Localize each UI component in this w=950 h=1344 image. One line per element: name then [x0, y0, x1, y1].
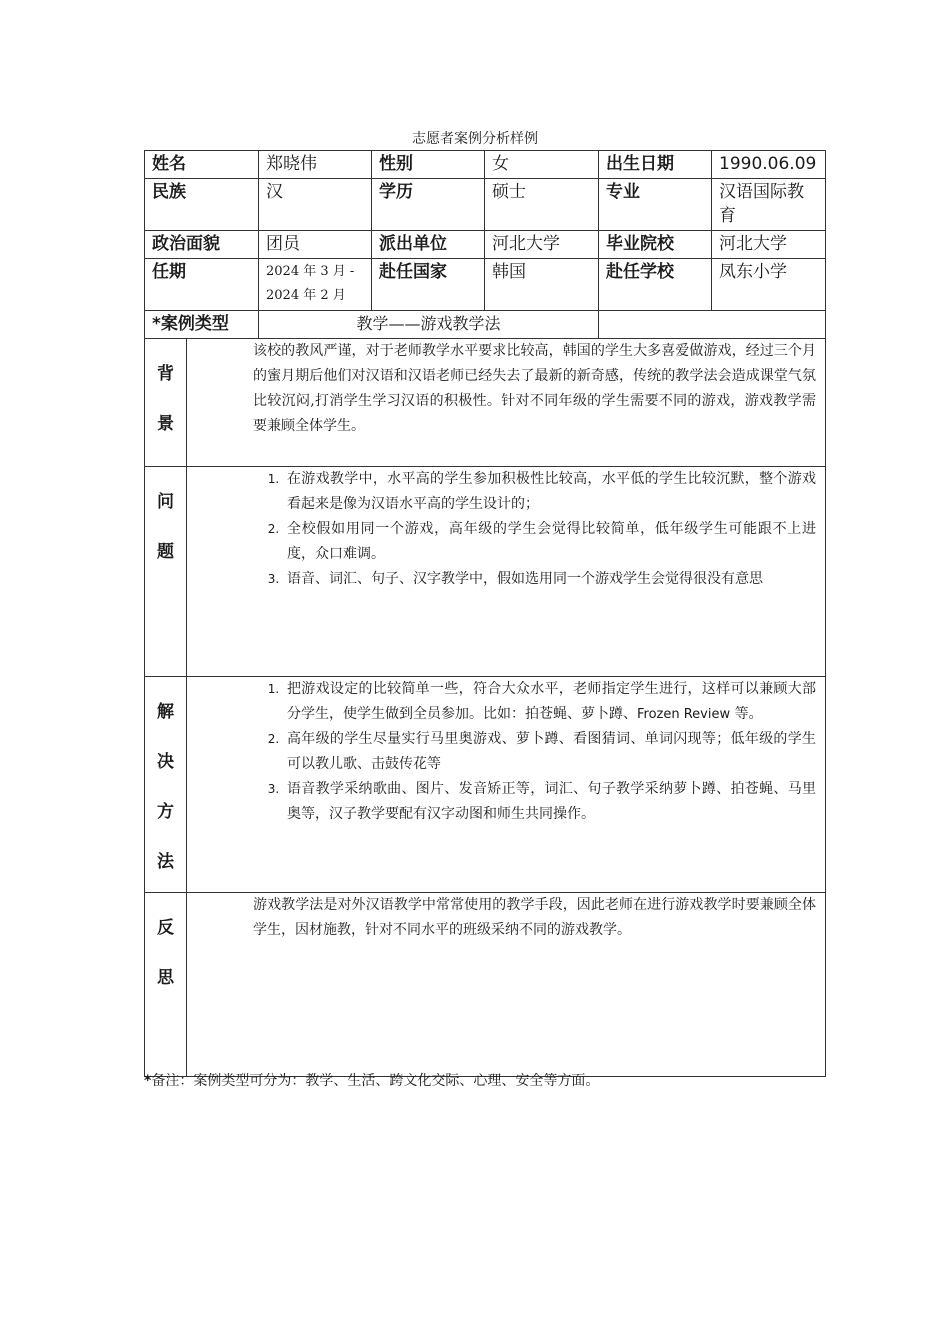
problem-heading: 问 题: [145, 467, 187, 677]
background-text: 该校的教风严谨，对于老师教学水平要求比较高，韩国的学生大多喜爱做游戏，经过三个月的蜜月期后他们对汉语和汉语老师已经失去了最新的新奇感，传统的教学法会造成课堂气氛比较沉闷,打消学生学习汉语的积极性。针对不同年级的学生需要不同的游戏，游戏教学需要兼顾全体学生。: [187, 339, 826, 467]
case-analysis-table: [144, 150, 826, 1077]
term-value: 2024 年 3 月 - 2024 年 2 月: [259, 259, 372, 311]
dispatch-value: 河北大学: [485, 231, 599, 259]
document-title: 志愿者案例分析样例: [412, 131, 538, 147]
political-label: 政治面貌: [145, 231, 259, 259]
name-value: 郑晓伟: [259, 151, 372, 179]
country-label: 赴任国家: [372, 259, 485, 311]
list-item: 1. 把游戏设定的比较简单一些，符合大众水平，老师指定学生进行，这样可以兼顾大部分学生，使学生做到全员参加。比如：拍苍蝇、萝卜蹲、Frozen Review 等。: [283, 677, 816, 727]
row-name: [145, 151, 826, 179]
school-value: 凤东小学: [712, 259, 826, 311]
major-value: 汉语国际教育: [712, 179, 826, 231]
footnote-star: *: [144, 1073, 152, 1089]
list-item: 2. 全校假如用同一个游戏，高年级的学生会觉得比较简单，低年级学生可能跟不上进度，众口难调。: [283, 517, 816, 567]
row-ethnic: [145, 179, 826, 231]
gender-label: 性别: [372, 151, 485, 179]
list-item: 3. 语音、词汇、句子、汉字教学中，假如选用同一个游戏学生会觉得很没有意思: [283, 567, 816, 592]
list-item: 1. 在游戏教学中，水平高的学生参加积极性比较高，水平低的学生比较沉默，整个游戏看起来是像为汉语水平高的学生设计的；: [283, 467, 816, 517]
footnote: [144, 1070, 599, 1090]
case-type-label: *案例类型: [145, 311, 259, 339]
ethnic-value: 汉: [259, 179, 372, 231]
gender-value: 女: [485, 151, 599, 179]
graduate-school-value: 河北大学: [712, 231, 826, 259]
education-value: 硕士: [485, 179, 599, 231]
term-label: 任期: [145, 259, 259, 311]
row-case-type: [145, 311, 826, 339]
row-solution: [145, 677, 826, 893]
major-label: 专业: [599, 179, 712, 231]
education-label: 学历: [372, 179, 485, 231]
row-political: [145, 231, 826, 259]
row-problem: [145, 467, 826, 677]
country-value: 韩国: [485, 259, 599, 311]
solution-heading: 解 决 方 法: [145, 677, 187, 893]
birth-label: 出生日期: [599, 151, 712, 179]
graduate-school-label: 毕业院校: [599, 231, 712, 259]
list-item: 2. 高年级的学生尽量实行马里奥游戏、萝卜蹲、看图猜词、单词闪现等；低年级的学生可以教儿歌、击鼓传花等: [283, 727, 816, 777]
birth-value: 1990.06.09: [712, 151, 826, 179]
name-label: 姓名: [145, 151, 259, 179]
school-label: 赴任学校: [599, 259, 712, 311]
solution-list: [187, 677, 826, 893]
reflection-heading: 反 思: [145, 893, 187, 1077]
political-value: 团员: [259, 231, 372, 259]
problem-list: [187, 467, 826, 677]
background-heading: 背 景: [145, 339, 187, 467]
row-reflection: [145, 893, 826, 1077]
reflection-text: 游戏教学法是对外汉语教学中常常使用的教学手段，因此老师在进行游戏教学时要兼顾全体学生，因材施教，针对不同水平的班级采纳不同的游戏教学。: [187, 893, 826, 1077]
case-type-value: 教学——游戏教学法: [259, 311, 599, 339]
dispatch-label: 派出单位: [372, 231, 485, 259]
row-background: [145, 339, 826, 467]
row-term: [145, 259, 826, 311]
case-type-empty: [599, 311, 826, 339]
footnote-text: 备注：案例类型可分为：教学、生活、跨文化交际、心理、安全等方面。: [151, 1073, 600, 1089]
list-item: 3. 语音教学采纳歌曲、图片、发音矫正等，词汇、句子教学采纳萝卜蹲、拍苍蝇、马里奥等，汉子教学要配有汉字动图和师生共同操作。: [283, 777, 816, 827]
ethnic-label: 民族: [145, 179, 259, 231]
